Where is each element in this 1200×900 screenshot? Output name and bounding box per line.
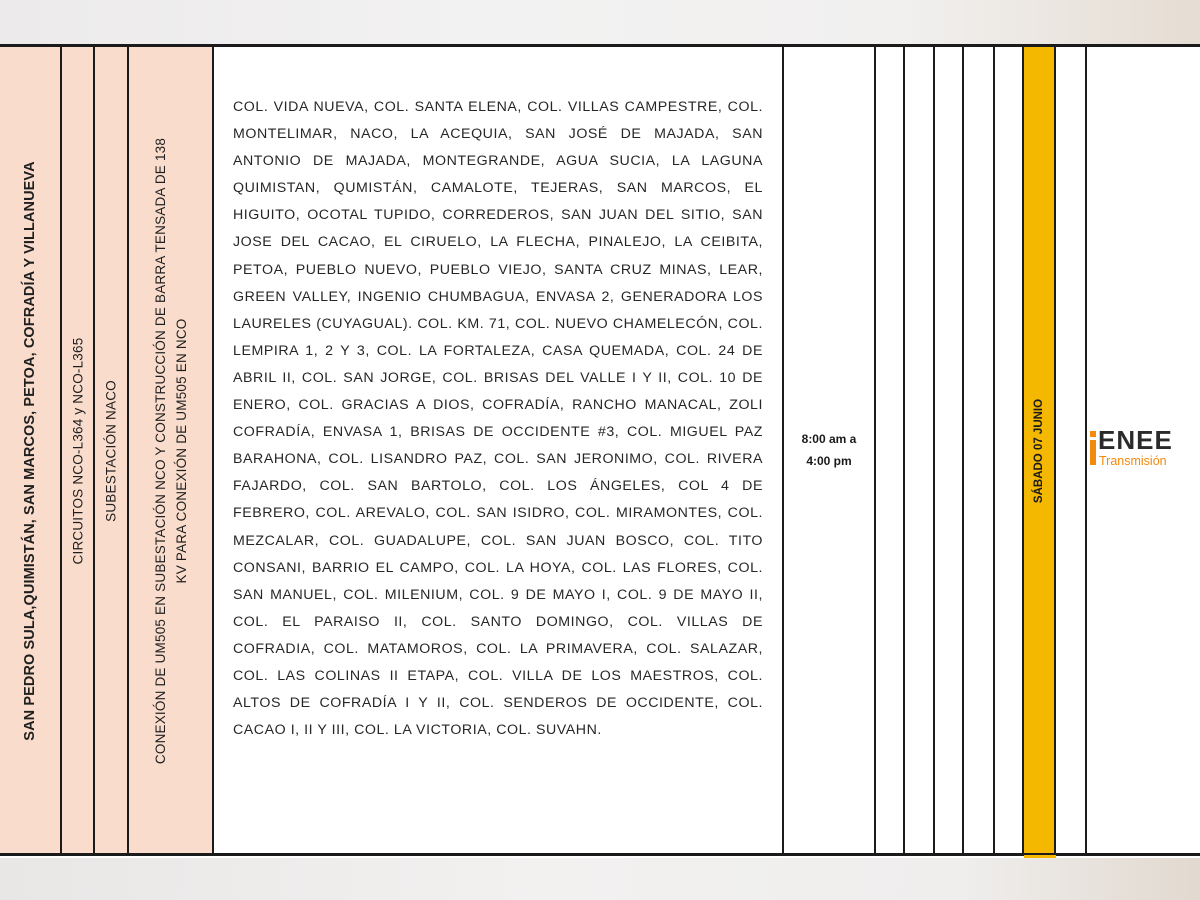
photo-bottom-margin <box>0 858 1200 900</box>
empty-cell-6 <box>1056 47 1087 855</box>
enee-logo <box>1087 424 1200 470</box>
trabajo-text <box>150 61 192 841</box>
empty-cell-3 <box>935 47 964 855</box>
horario-inicio: 8:00 am a <box>801 432 857 446</box>
circuitos-cell <box>62 47 95 855</box>
trabajo-cell <box>129 47 214 855</box>
trabajo-line-2: KV PARA CONEXIÓN DE UM505 EN NCO <box>173 318 189 584</box>
table-bottom-border <box>0 853 1200 856</box>
empty-cell-1 <box>876 47 905 855</box>
logo-sub-text: Transmisión <box>1099 454 1167 468</box>
colonias-text: COL. VIDA NUEVA, COL. SANTA ELENA, COL. VILLAS CAMPESTRE, COL. MONTELIMAR, NACO, LA ACEQUIA, SAN JOSÉ DE MAJADA, SAN ANTONIO DE MAJADA, MONTEGRANDE, AGUA SUCIA, LA LAGUNA QUIMISTAN, QUMISTÁN, CAMALOTE, TEJERAS, SAN MARCOS, EL HIGUITO, OCOTAL TUPIDO, CORREDEROS, SAN JUAN DEL SITIO, SAN JOSE DEL CACAO, EL CIRUELO, LA FLECHA, PINALEJO, LA CEIBITA, PETOA, PUEBLO NUEVO, PUEBLO VIEJO, SANTA CRUZ MINAS, LEAR, GREEN VALLEY, INGENIO CHUMBAGUA, ENVASA 2, GENERADORA LOS LAURELES (CUYAGUAL). COL. KM. 71, COL. NUEVO CHAMELECÓN, COL. LEMPIRA 1, 2 Y 3, COL. LA FORTALEZA, CASA QUEMADA, COL. 24 DE ABRIL II, COL. SAN JORGE, COL. BRISAS DEL VALLE I Y II, COL. 10 DE ENERO, COL. GRACIAS A DIOS, COFRADÍA, RANCHO MANACAL, ZOLI COFRADÍA, ENVASA 1, BRISAS DE OCCIDENTE #3, COL. MIGUEL PAZ BARAHONA, COL. LISANDRO PAZ, COL. SAN JERONIMO, COL. RIVERA FAJARDO, COL. SAN BARTOLO, COL. LOS ÁNGELES, COL 4 DE FEBRERO, COL. AREVALO, COL. SAN ISIDRO, COL. MIRAMONTES, COL. MEZCALAR, COL. GUADALUPE, COL. SAN JUAN BOSCO, COL. TITO CONSANI, BARRIO EL CAMPO, COL. LA HOYA, COL. LAS FLORES, COL. SAN MANUEL, COL. MILENIUM, COL. 9 DE MAYO I, COL. 9 DE MAYO II, COL. EL PARAISO II, COL. SANTO DOMINGO, COL. VILLAS DE COFRADIA, COL. MATAMOROS, COL. LA PRIMAVERA, COL. SALAZAR, COL. LAS COLINAS II ETAPA, COL. VILLA DE LOS MAESTROS, COL. ALTOS DE COFRADÍA I Y II, COL. SENDEROS DE OCCIDENTE, COL. CACAO I, II Y III, COL. LA VICTORIA, COL. SUVAHN. <box>233 99 763 739</box>
circuitos-text: CIRCUITOS NCO-L364 y NCO-L365 <box>70 337 85 565</box>
zona-cell <box>0 47 62 855</box>
empty-cell-4 <box>964 47 995 855</box>
trabajo-line-1: CONEXIÓN DE UM505 EN SUBESTACIÓN NCO Y CONSTRUCCIÓN DE BARRA TENSADA DE 138 <box>152 137 168 765</box>
horario-fin: 4:00 pm <box>806 454 852 468</box>
enee-logo-mark-icon <box>1090 431 1096 465</box>
subestacion-cell <box>95 47 129 855</box>
zona-text: SAN PEDRO SULA,QUIMISTÁN, SAN MARCOS, PETOA, COFRADÍA Y VILLANUEVA <box>22 161 38 741</box>
fecha-text: SÁBADO 07 JUNIO <box>1033 398 1045 504</box>
subestacion-text: SUBESTACIÓN NACO <box>103 380 119 522</box>
empty-cell-2 <box>905 47 935 855</box>
photo-top-margin <box>0 0 1200 44</box>
horario-text <box>784 428 874 472</box>
fecha-cell <box>1024 47 1056 855</box>
logo-main-text: ENEE <box>1098 425 1173 455</box>
empty-cell-5 <box>995 47 1024 855</box>
